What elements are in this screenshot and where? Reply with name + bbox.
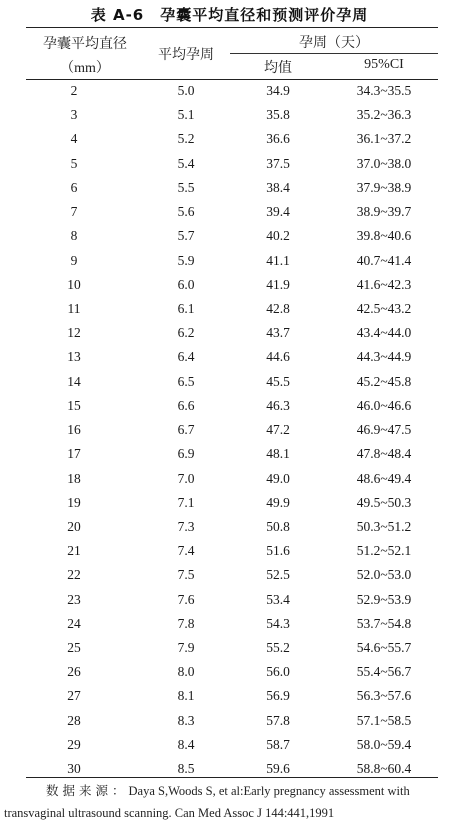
table-body <box>26 79 438 781</box>
cell-mean-ga: 7.4 <box>177 543 195 559</box>
table-row <box>26 273 438 297</box>
cell-mean-ga: 6.4 <box>177 349 195 365</box>
top-rule <box>26 27 438 28</box>
cell-ci-days: 44.3~44.9 <box>356 349 412 365</box>
table-row <box>26 321 438 345</box>
cell-mean-days: 43.7 <box>266 325 290 341</box>
cell-mean-days: 56.0 <box>266 664 290 680</box>
cell-mean-ga: 5.4 <box>177 155 195 171</box>
cell-sac-diameter: 20 <box>67 518 81 534</box>
table-row <box>26 224 438 248</box>
table-row <box>26 515 438 539</box>
cell-mean-days: 56.9 <box>266 688 290 704</box>
cell-sac-diameter: 9 <box>70 252 78 268</box>
cell-sac-diameter: 6 <box>70 179 78 195</box>
header-ga-days: 孕周（天） <box>299 36 369 51</box>
cell-mean-days: 45.5 <box>266 373 290 389</box>
cell-mean-ga: 7.5 <box>177 567 195 583</box>
cell-mean-days: 51.6 <box>266 543 290 559</box>
cell-mean-ga: 6.1 <box>177 300 195 316</box>
cell-ci-days: 46.9~47.5 <box>356 422 412 438</box>
cell-mean-ga: 5.5 <box>177 179 195 195</box>
cell-mean-days: 39.4 <box>266 204 290 220</box>
cell-ci-days: 40.7~41.4 <box>356 252 412 268</box>
cell-mean-ga: 8.1 <box>177 688 195 704</box>
cell-sac-diameter: 27 <box>67 688 81 704</box>
cell-mean-ga: 8.5 <box>177 761 195 777</box>
cell-mean-days: 50.8 <box>266 518 290 534</box>
cell-mean-days: 47.2 <box>266 422 290 438</box>
header-sub-rule <box>230 53 438 54</box>
source-prefix: 数据来源： <box>46 784 129 798</box>
table-row <box>26 491 438 515</box>
cell-mean-days: 55.2 <box>266 640 290 656</box>
cell-sac-diameter: 7 <box>70 204 78 220</box>
cell-sac-diameter: 30 <box>67 761 81 777</box>
cell-mean-days: 34.9 <box>266 83 290 98</box>
cell-mean-ga: 6.6 <box>177 397 195 413</box>
cell-ci-days: 50.3~51.2 <box>356 518 412 534</box>
cell-sac-diameter: 23 <box>67 591 81 607</box>
cell-mean-days: 52.5 <box>266 567 290 583</box>
cell-mean-days: 38.4 <box>266 179 290 195</box>
cell-mean-days: 49.9 <box>266 494 290 510</box>
cell-sac-diameter: 5 <box>70 155 78 171</box>
cell-ci-days: 56.3~57.6 <box>356 688 412 704</box>
cell-mean-ga: 5.0 <box>177 83 195 98</box>
header-mean-ga: 平均孕周 <box>158 48 214 63</box>
cell-mean-ga: 5.6 <box>177 204 195 220</box>
cell-sac-diameter: 24 <box>67 615 81 631</box>
cell-mean-ga: 5.1 <box>177 107 195 123</box>
cell-mean-days: 42.8 <box>266 300 290 316</box>
table-row <box>26 297 438 321</box>
bottom-rule <box>26 777 438 778</box>
cell-mean-days: 48.1 <box>266 446 290 462</box>
table-row <box>26 563 438 587</box>
cell-mean-ga: 7.0 <box>177 470 195 486</box>
cell-mean-days: 58.7 <box>266 736 290 752</box>
cell-mean-ga: 5.7 <box>177 228 195 244</box>
cell-sac-diameter: 17 <box>67 446 81 462</box>
cell-ci-days: 37.0~38.0 <box>356 155 412 171</box>
cell-mean-ga: 8.4 <box>177 736 195 752</box>
cell-ci-days: 51.2~52.1 <box>356 543 412 559</box>
cell-sac-diameter: 19 <box>67 494 81 510</box>
source-citation-line2: transvaginal ultrasound scanning. Can Med Assoc J 144:441,1991 <box>4 806 335 820</box>
cell-sac-diameter: 13 <box>67 349 81 365</box>
cell-ci-days: 41.6~42.3 <box>356 276 412 292</box>
cell-sac-diameter: 25 <box>67 640 81 656</box>
table-row <box>26 394 438 418</box>
table-row <box>26 636 438 660</box>
cell-mean-ga: 6.0 <box>177 276 195 292</box>
cell-mean-ga: 5.2 <box>177 131 195 147</box>
source-citation-line1: Daya S,Woods S, et al:Early pregnancy assessment with <box>128 784 410 798</box>
cell-mean-ga: 7.9 <box>177 640 195 656</box>
cell-ci-days: 43.4~44.0 <box>356 325 412 341</box>
cell-ci-days: 35.2~36.3 <box>356 107 412 123</box>
cell-ci-days: 45.2~45.8 <box>356 373 412 389</box>
cell-mean-days: 40.2 <box>266 228 290 244</box>
cell-mean-ga: 6.2 <box>177 325 195 341</box>
cell-ci-days: 37.9~38.9 <box>356 179 412 195</box>
cell-sac-diameter: 15 <box>67 397 81 413</box>
source-note <box>0 780 459 824</box>
table-row <box>26 442 438 466</box>
cell-mean-days: 46.3 <box>266 397 290 413</box>
cell-sac-diameter: 22 <box>67 567 81 583</box>
cell-mean-days: 35.8 <box>266 107 290 123</box>
cell-mean-days: 44.6 <box>266 349 290 365</box>
table-row <box>26 370 438 394</box>
cell-ci-days: 49.5~50.3 <box>356 494 412 510</box>
table-row <box>26 539 438 563</box>
cell-sac-diameter: 21 <box>67 543 81 559</box>
table-row <box>26 79 438 103</box>
cell-mean-days: 59.6 <box>266 761 290 777</box>
table-row <box>26 588 438 612</box>
cell-ci-days: 34.3~35.5 <box>356 83 412 98</box>
cell-sac-diameter: 10 <box>67 276 81 292</box>
table-row <box>26 733 438 757</box>
cell-ci-days: 36.1~37.2 <box>356 131 412 147</box>
cell-mean-ga: 7.8 <box>177 615 195 631</box>
cell-ci-days: 38.9~39.7 <box>356 204 412 220</box>
table-row <box>26 684 438 708</box>
cell-mean-days: 36.6 <box>266 131 290 147</box>
table-row <box>26 660 438 684</box>
cell-ci-days: 58.0~59.4 <box>356 736 412 752</box>
cell-ci-days: 46.0~46.6 <box>356 397 412 413</box>
table-row <box>26 200 438 224</box>
cell-sac-diameter: 12 <box>67 325 81 341</box>
cell-sac-diameter: 26 <box>67 664 81 680</box>
cell-mean-days: 49.0 <box>266 470 290 486</box>
cell-mean-ga: 6.5 <box>177 373 195 389</box>
cell-ci-days: 58.8~60.4 <box>356 761 412 777</box>
table-row <box>26 467 438 491</box>
header-sac-diameter: 孕囊平均直径 <box>43 37 127 52</box>
cell-ci-days: 53.7~54.8 <box>356 615 412 631</box>
cell-ci-days: 47.8~48.4 <box>356 446 412 462</box>
cell-sac-diameter: 3 <box>70 107 78 123</box>
table-row <box>26 249 438 273</box>
cell-sac-diameter: 28 <box>67 712 81 728</box>
cell-ci-days: 54.6~55.7 <box>356 640 412 656</box>
table-row <box>26 345 438 369</box>
cell-mean-days: 37.5 <box>266 155 290 171</box>
cell-ci-days: 48.6~49.4 <box>356 470 412 486</box>
header-sac-diameter-unit: （mm） <box>60 61 110 76</box>
cell-sac-diameter: 8 <box>70 228 78 244</box>
cell-mean-days: 54.3 <box>266 615 290 631</box>
cell-ci-days: 52.9~53.9 <box>356 591 412 607</box>
cell-ci-days: 42.5~43.2 <box>356 300 412 316</box>
table-row <box>26 418 438 442</box>
cell-sac-diameter: 11 <box>67 300 81 316</box>
cell-ci-days: 52.0~53.0 <box>356 567 412 583</box>
table-row <box>26 152 438 176</box>
cell-sac-diameter: 4 <box>70 131 78 147</box>
cell-mean-ga: 8.3 <box>177 712 195 728</box>
cell-sac-diameter: 29 <box>67 736 81 752</box>
table-row <box>26 103 438 127</box>
table-row <box>26 612 438 636</box>
cell-mean-days: 53.4 <box>266 591 290 607</box>
header-ci: 95%CI <box>364 57 404 72</box>
cell-ci-days: 39.8~40.6 <box>356 228 412 244</box>
cell-mean-days: 41.1 <box>266 252 290 268</box>
cell-mean-ga: 8.0 <box>177 664 195 680</box>
cell-mean-ga: 7.3 <box>177 518 195 534</box>
cell-sac-diameter: 2 <box>70 83 78 98</box>
cell-ci-days: 55.4~56.7 <box>356 664 412 680</box>
cell-mean-days: 41.9 <box>266 276 290 292</box>
cell-mean-ga: 7.6 <box>177 591 195 607</box>
cell-sac-diameter: 14 <box>67 373 81 389</box>
cell-mean-ga: 5.9 <box>177 252 195 268</box>
cell-mean-ga: 7.1 <box>177 494 195 510</box>
cell-mean-ga: 6.9 <box>177 446 195 462</box>
cell-sac-diameter: 16 <box>67 422 81 438</box>
table-title: 表 A-6 孕囊平均直径和预测评价孕周 <box>90 6 369 24</box>
header-mean-value: 均值 <box>264 61 292 76</box>
table-row <box>26 709 438 733</box>
table-row <box>26 127 438 151</box>
cell-sac-diameter: 18 <box>67 470 81 486</box>
table-row <box>26 176 438 200</box>
cell-ci-days: 57.1~58.5 <box>356 712 412 728</box>
cell-mean-days: 57.8 <box>266 712 290 728</box>
cell-mean-ga: 6.7 <box>177 422 195 438</box>
